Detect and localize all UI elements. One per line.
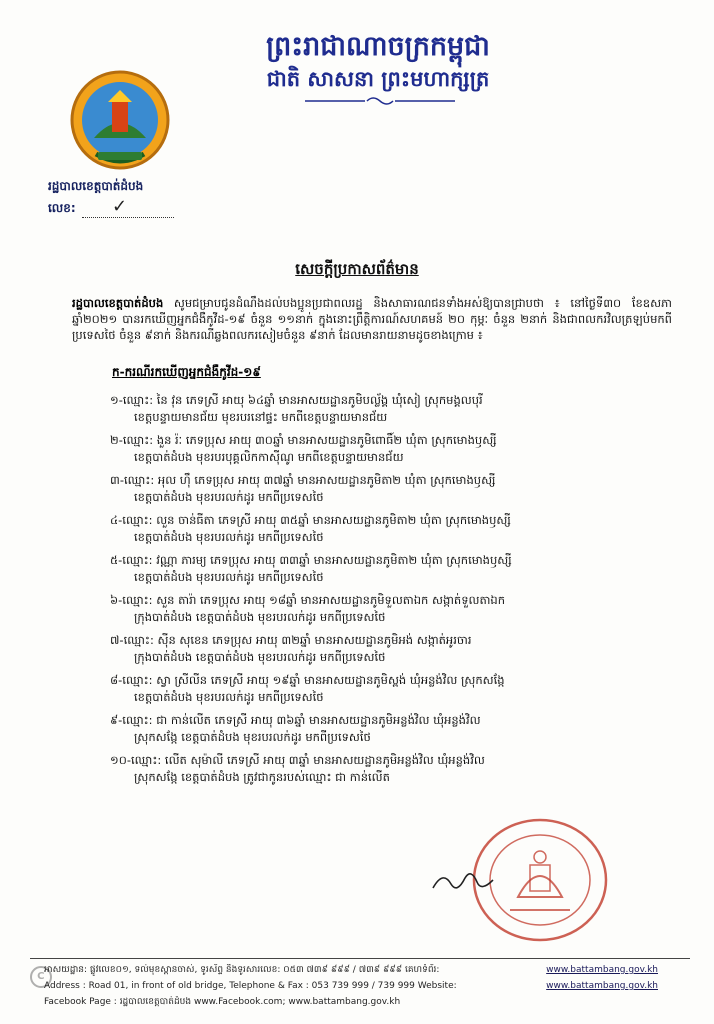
list-item	[110, 712, 670, 746]
case-list	[110, 392, 670, 792]
list-item	[110, 672, 670, 706]
list-item	[110, 552, 670, 586]
case-line: ៧-ឈ្មោះ: ស៊ីន សុខេន ភេទប្រុស អាយុ ៣២ឆ្នាំ មានអាសយដ្ឋានភូមិអង់ សង្កាត់អូរចារ	[110, 633, 472, 647]
case-line: ស្រុកសង្កែ ខេត្តបាត់ដំបង ត្រូវជាកូនរបស់ឈ្មោះ ជា កាន់លើត	[134, 770, 390, 784]
kingdom-title: ព្រះរាជាណាចក្រកម្ពុជា	[266, 31, 490, 62]
footer-line-facebook	[44, 996, 684, 1009]
national-motto: ជាតិ សាសនា ព្រះមហាក្សត្រ	[266, 66, 490, 91]
list-item	[110, 592, 670, 626]
footer-divider	[30, 958, 690, 959]
case-line: ១០-ឈ្មោះ: លើត សុម៉ាលី ភេទស្រី អាយុ ៣ឆ្នាំ មានអាសយដ្ឋានភូមិអន្លង់វិល ឃុំអន្លង់វិល	[110, 753, 485, 767]
case-line: ៨-ឈ្មោះ: ស្វា ស្រីលីន ភេទស្រី អាយុ ១៩ឆ្នាំ មានអាសយដ្ឋានភូមិស្ពង់ ឃុំអន្លង់វិល ស្រុកសង្កែ	[110, 673, 505, 687]
case-line: ខេត្តបន្ទាយមានជ័យ មុខរបរនៅផ្ទះ មកពីខេត្តបន្ទាយមានជ័យ	[134, 410, 388, 424]
intro-paragraph	[72, 295, 672, 343]
list-item	[110, 752, 670, 786]
case-line: ខេត្តបាត់ដំបង មុខរបរលក់ដូរ មកពីប្រទេសថៃ	[134, 530, 324, 544]
footer-address-en: Address : Road 01, in front of old bridge, Telephone & Fax : 053 739 999 / 739 999 Website:	[44, 981, 457, 991]
footer-line-english	[44, 980, 684, 993]
case-line: ខេត្តបាត់ដំបង មុខរបរលក់ដូរ មកពីប្រទេសថៃ	[134, 570, 324, 584]
reference-number	[48, 200, 174, 218]
case-line: ខេត្តបាត់ដំបង មុខរបរលក់ដូរ មកពីប្រទេសថៃ	[134, 490, 324, 504]
case-line: ខេត្តបាត់ដំបង មុខរបរបុគ្គលិកកាស៊ីណូ មកពីខេត្តបន្ទាយមានជ័យ	[134, 450, 404, 464]
list-item	[110, 432, 670, 466]
intro-lead: រដ្ឋបាលខេត្តបាត់ដំបង	[72, 296, 164, 310]
case-line: ៣-ឈ្មោះ: អុល ហ៊ឹ ភេទប្រុស អាយុ ៣៧ឆ្នាំ មានអាសយដ្ឋានភូមិតា២ ឃុំតា ស្រុកមោងឫស្សី	[110, 473, 496, 487]
copyright-icon: C	[30, 966, 52, 988]
section-heading: ក-ករណីរកឃើញអ្នកជំងឺកូវីដ-១៩	[112, 365, 261, 379]
list-item	[110, 392, 670, 426]
reference-label: លេខ:	[48, 201, 76, 215]
case-line: ខេត្តបាត់ដំបង មុខរបរលក់ដូរ មកពីប្រទេសថៃ	[134, 690, 324, 704]
case-line: ៩-ឈ្មោះ: ជា កាន់លើត ភេទស្រី អាយុ ៣៦ឆ្នាំ មានអាសយដ្ឋានភូមិអន្លង់វិល ឃុំអន្លង់វិល	[110, 713, 481, 727]
case-line: ក្រុងបាត់ដំបង ខេត្តបាត់ដំបង មុខរបរលក់ដូរ មកពីប្រទេសថៃ	[134, 610, 386, 624]
list-item	[110, 472, 670, 506]
case-line: ស្រុកសង្កែ ខេត្តបាត់ដំបង មុខរបរលក់ដូរ មកពីប្រទេសថៃ	[134, 730, 371, 744]
footer-website-link[interactable]: www.battambang.gov.kh	[546, 965, 658, 975]
case-line: ១-ឈ្មោះ: នៃ វុន ភេទស្រី អាយុ ៦៤ឆ្នាំ មានអាសយដ្ឋានភូមិបល្ល័ង្គ ឃុំសៀ ស្រុកមង្គលបុរី	[110, 393, 483, 407]
footer-line-khmer	[44, 964, 684, 977]
list-item	[110, 632, 670, 666]
case-line: ៦-ឈ្មោះ: សួន តារ៉ា ភេទប្រុស អាយុ ១៨ឆ្នាំ មានអាសយដ្ឋានភូមិទួលតាឯក សង្កាត់ទួលតាឯក	[110, 593, 506, 607]
case-line: ៤-ឈ្មោះ: លួន ចាន់ធីតា ភេទស្រី អាយុ ៣៥ឆ្នាំ មានអាសយដ្ឋានភូមិតា២ ឃុំតា ស្រុកមោងឫស្សី	[110, 513, 511, 527]
case-line: ២-ឈ្មោះ: ងួន រ៉ៈ ភេទប្រុស អាយុ ៣០ឆ្នាំ មានអាសយដ្ឋានភូមិពោធិ៍២ ឃុំតា ស្រុកមោងឫស្សី	[110, 433, 497, 447]
list-item	[110, 512, 670, 546]
provincial-emblem-logo	[68, 68, 172, 172]
footer-facebook: Facebook Page : រដ្ឋបាលខេត្តបាត់ដំបង www.Facebook.com; www.battambang.gov.kh	[44, 997, 401, 1007]
issuing-office: រដ្ឋបាលខេត្តបាត់ដំបង	[48, 179, 144, 193]
document-title: សេចក្តីប្រកាសព័ត៌មាន	[295, 260, 419, 278]
case-line: ៥-ឈ្មោះ: វណ្ណា ភារម្យ ភេទប្រុស អាយុ ៣៣ឆ្នាំ មានអាសយដ្ឋានភូមិតា២ ឃុំតា ស្រុកមោងឫស្សី	[110, 553, 512, 567]
footer-address-km: អាសយដ្ឋាន: ផ្លូវលេខ០១, ទល់មុខស្ពានចាស់, ទូរស័ព្ទ និងទូរសារលេខ: ០៥៣ ៧៣៩ ៩៩៩ / ៧៣៩ ៩៩៩ គេហទំព័រ:	[44, 965, 440, 975]
footer-website-link[interactable]: www.battambang.gov.kh	[546, 981, 658, 991]
case-line: ក្រុងបាត់ដំបង ខេត្តបាត់ដំបង មុខរបរលក់ដូរ មកពីប្រទេសថៃ	[134, 650, 386, 664]
check-mark-icon: ✓	[112, 196, 128, 217]
ornament-divider	[305, 96, 455, 106]
signature-mark	[428, 862, 508, 902]
intro-text: សូមជម្រាបជូនដំណឹងដល់បងប្អូនប្រជាពលរដ្ឋ និងសាធារណជនទាំងអស់ឱ្យបានជ្រាបថា ៖ នៅថ្ងៃទី៣០ ខែឧសភា ឆ្នាំ២០២១ បានរកឃើញអ្នកជំងឺកូវីដ-១៩ ចំនួន ១១នាក់ ក្នុងនោះព្រឹត្តិការណ៍សហគមន៍ ២០ កុម្ភៈ ចំនួន ២នាក់ និងជាពលករវិលត្រឡប់មកពីប្រទេសថៃ ចំនួន ៩នាក់ និងករណីឆ្លងពលករសៀមចំនួន ៩នាក់ ដែលមានរាយនាមដូចខាងក្រោម ៖	[72, 296, 672, 342]
reference-blank	[82, 206, 174, 218]
